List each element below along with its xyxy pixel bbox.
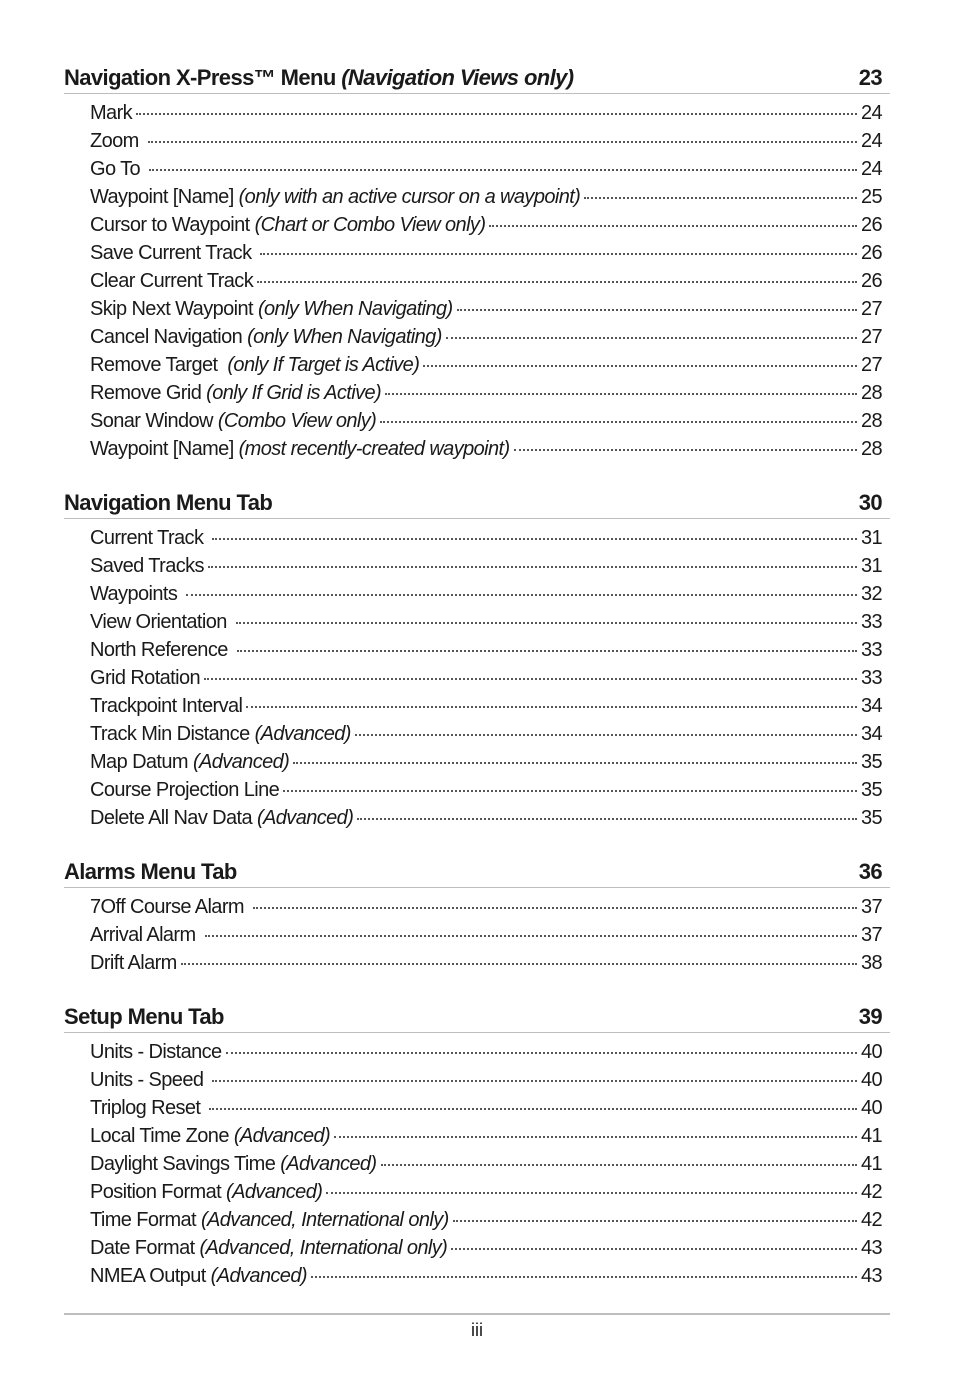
- entry-page-number: 33: [860, 639, 882, 661]
- entry-page-number: 27: [860, 354, 882, 376]
- toc-entry[interactable]: [64, 1122, 890, 1150]
- dot-leader: [236, 622, 857, 624]
- toc-entry[interactable]: [64, 949, 890, 977]
- page-number: iii: [471, 1320, 483, 1340]
- entry-page-number: 35: [860, 807, 882, 829]
- entry-title: 7Off Course Alarm: [90, 896, 249, 918]
- dot-leader: [253, 907, 857, 909]
- entry-page-number: 26: [860, 242, 882, 264]
- entry-title: North Reference: [90, 639, 233, 661]
- toc-entry[interactable]: [64, 351, 890, 379]
- entry-title: Clear Current Track: [90, 270, 254, 292]
- entry-page-number: 25: [860, 186, 882, 208]
- dot-leader: [148, 141, 857, 143]
- toc-entry[interactable]: [64, 692, 890, 720]
- entry-note: (Advanced): [210, 1265, 307, 1287]
- toc-entry[interactable]: [64, 239, 890, 267]
- entry-page-number: 28: [860, 438, 882, 460]
- toc-entry[interactable]: [64, 636, 890, 664]
- toc-section: [64, 483, 890, 832]
- entry-page-number: 38: [860, 952, 882, 974]
- dot-leader: [186, 594, 857, 596]
- toc-entry[interactable]: [64, 407, 890, 435]
- dot-leader: [293, 762, 857, 764]
- entry-page-number: 26: [860, 270, 882, 292]
- dot-leader: [584, 197, 857, 199]
- entry-note: (only When Navigating): [247, 326, 442, 348]
- entry-title: Sonar Window: [90, 410, 218, 432]
- toc-entry[interactable]: [64, 1234, 890, 1262]
- entry-title: View Orientation: [90, 611, 232, 633]
- entry-page-number: 31: [860, 555, 882, 577]
- entry-page-number: 41: [860, 1125, 882, 1147]
- dot-leader: [260, 253, 857, 255]
- section-page-number: 30: [858, 490, 882, 515]
- entry-page-number: 28: [860, 382, 882, 404]
- section-heading[interactable]: [64, 852, 890, 888]
- toc-entry[interactable]: [64, 435, 890, 463]
- dot-leader: [453, 1220, 857, 1222]
- toc-entry[interactable]: [64, 295, 890, 323]
- entry-note: (Advanced): [280, 1153, 377, 1175]
- section-title-text: Alarms Menu Tab: [64, 859, 237, 884]
- entry-title: Drift Alarm: [90, 952, 177, 974]
- entry-page-number: 35: [860, 779, 882, 801]
- entry-page-number: 26: [860, 214, 882, 236]
- dot-leader: [334, 1136, 857, 1138]
- footer-divider: [64, 1313, 890, 1315]
- entry-page-number: 40: [860, 1097, 882, 1119]
- dot-leader: [385, 393, 857, 395]
- entry-note: (Chart or Combo View only): [254, 214, 486, 236]
- entry-title: Remove Target: [90, 354, 228, 376]
- toc-entry[interactable]: [64, 776, 890, 804]
- entry-page-number: 42: [860, 1181, 882, 1203]
- toc-entry[interactable]: [64, 1206, 890, 1234]
- toc-entry[interactable]: [64, 552, 890, 580]
- entry-page-number: 43: [860, 1265, 882, 1287]
- entry-title: Cancel Navigation: [90, 326, 248, 348]
- dot-leader: [446, 337, 857, 339]
- entry-note: (only When Navigating): [257, 298, 453, 320]
- dot-leader: [357, 818, 857, 820]
- entry-title: Waypoints: [90, 583, 183, 605]
- entry-page-number: 37: [860, 924, 882, 946]
- entry-note: (Advanced): [256, 807, 354, 829]
- entry-note: (Advanced): [233, 1125, 331, 1147]
- dot-leader: [355, 734, 857, 736]
- toc-entry[interactable]: [64, 748, 890, 776]
- section-title-text: Navigation Menu Tab: [64, 490, 273, 515]
- entry-page-number: 40: [860, 1069, 882, 1091]
- toc-entry[interactable]: [64, 1262, 890, 1290]
- entry-note: (Advanced, International only): [199, 1237, 448, 1259]
- entry-title: Date Format: [90, 1237, 200, 1259]
- entry-title: Units - Speed: [90, 1069, 209, 1091]
- toc-entry[interactable]: [64, 267, 890, 295]
- toc-entry[interactable]: [64, 921, 890, 949]
- entry-title: Trackpoint Interval: [90, 695, 243, 717]
- dot-leader: [205, 935, 857, 937]
- entry-page-number: 27: [860, 298, 882, 320]
- entry-page-number: 24: [860, 130, 882, 152]
- entry-title: Arrival Alarm: [90, 924, 201, 946]
- dot-leader: [423, 365, 857, 367]
- entry-note: (most recently-created waypoint): [238, 438, 510, 460]
- entry-title: Remove Grid: [90, 382, 207, 404]
- section-heading[interactable]: [64, 483, 890, 519]
- toc-entry[interactable]: [64, 720, 890, 748]
- dot-leader: [226, 1052, 857, 1054]
- entry-title: Waypoint [Name]: [90, 186, 239, 208]
- toc-entry[interactable]: [64, 1066, 890, 1094]
- entry-title: Go To: [90, 158, 145, 180]
- toc-entry[interactable]: [64, 1150, 890, 1178]
- dot-leader: [489, 225, 857, 227]
- entry-note: (only with an active cursor on a waypoint): [238, 186, 581, 208]
- toc-entry[interactable]: [64, 664, 890, 692]
- entry-page-number: 34: [860, 695, 882, 717]
- entry-title: Course Projection Line: [90, 779, 280, 801]
- entry-page-number: 33: [860, 667, 882, 689]
- entry-title: Zoom: [90, 130, 144, 152]
- dot-leader: [212, 1080, 857, 1082]
- entry-title: Waypoint [Name]: [90, 438, 239, 460]
- toc-entry[interactable]: [64, 524, 890, 552]
- toc-entry[interactable]: [64, 608, 890, 636]
- toc-entry[interactable]: [64, 99, 890, 127]
- entry-title: Grid Rotation: [90, 667, 201, 689]
- table-of-contents: [64, 58, 890, 1310]
- dot-leader: [380, 421, 857, 423]
- toc-section: [64, 997, 890, 1290]
- entry-page-number: 42: [860, 1209, 882, 1231]
- toc-entry[interactable]: [64, 155, 890, 183]
- entry-title: Saved Tracks: [90, 555, 204, 577]
- toc-entry[interactable]: [64, 804, 890, 832]
- entry-page-number: 28: [860, 410, 882, 432]
- toc-entry[interactable]: [64, 183, 890, 211]
- toc-section: [64, 58, 890, 463]
- toc-entry[interactable]: [64, 323, 890, 351]
- dot-leader: [283, 790, 857, 792]
- section-title-text: Setup Menu Tab: [64, 1004, 224, 1029]
- section-page-number: 39: [858, 1004, 882, 1029]
- dot-leader: [149, 169, 857, 171]
- dot-leader: [208, 566, 857, 568]
- entry-title: Track Min Distance: [90, 723, 255, 745]
- entry-page-number: 41: [860, 1153, 882, 1175]
- toc-entry[interactable]: [64, 1038, 890, 1066]
- entry-page-number: 43: [860, 1237, 882, 1259]
- toc-entry[interactable]: [64, 1178, 890, 1206]
- dot-leader: [237, 650, 857, 652]
- toc-entry[interactable]: [64, 1094, 890, 1122]
- entry-note: (only If Target is Active): [227, 354, 420, 376]
- entry-title: Triplog Reset: [90, 1097, 206, 1119]
- entry-title: Units - Distance: [90, 1041, 222, 1063]
- entry-title: Skip Next Waypoint: [90, 298, 258, 320]
- toc-entry[interactable]: [64, 211, 890, 239]
- entry-note: (only If Grid is Active): [206, 382, 382, 404]
- entry-page-number: 24: [860, 158, 882, 180]
- entry-title: Mark: [90, 102, 133, 124]
- entry-note: (Combo View only): [217, 410, 377, 432]
- entry-page-number: 37: [860, 896, 882, 918]
- entry-title: Map Datum: [90, 751, 193, 773]
- entry-note: (Advanced): [254, 723, 351, 745]
- dot-leader: [136, 113, 857, 115]
- dot-leader: [209, 1108, 857, 1110]
- entry-page-number: 27: [860, 326, 882, 348]
- dot-leader: [257, 281, 857, 283]
- toc-entry[interactable]: [64, 379, 890, 407]
- entry-title: Position Format: [90, 1181, 227, 1203]
- section-page-number: 23: [858, 65, 882, 90]
- dot-leader: [311, 1276, 857, 1278]
- dot-leader: [381, 1164, 857, 1166]
- dot-leader: [514, 449, 857, 451]
- dot-leader: [204, 678, 857, 680]
- dot-leader: [181, 963, 857, 965]
- section-title-note: (Navigation Views only): [341, 65, 574, 90]
- entry-page-number: 31: [860, 527, 882, 549]
- entry-page-number: 35: [860, 751, 882, 773]
- toc-entry[interactable]: [64, 580, 890, 608]
- section-title: [64, 490, 272, 516]
- section-heading[interactable]: [64, 58, 890, 94]
- section-title-text: Navigation X-Press™ Menu: [64, 65, 342, 90]
- section-heading[interactable]: [64, 997, 890, 1033]
- dot-leader: [326, 1192, 857, 1194]
- entry-page-number: 34: [860, 723, 882, 745]
- entry-note: (Advanced): [192, 751, 290, 773]
- entry-page-number: 40: [860, 1041, 882, 1063]
- entry-title: Current Track: [90, 527, 209, 549]
- dot-leader: [212, 538, 857, 540]
- section-title: [64, 859, 237, 885]
- entry-title: Local Time Zone: [90, 1125, 234, 1147]
- entry-page-number: 33: [860, 611, 882, 633]
- entry-title: Cursor to Waypoint: [90, 214, 255, 236]
- entry-page-number: 24: [860, 102, 882, 124]
- entry-note: (Advanced, International only): [200, 1209, 449, 1231]
- entry-note: (Advanced): [226, 1181, 323, 1203]
- dot-leader: [451, 1248, 857, 1250]
- toc-section: [64, 852, 890, 977]
- dot-leader: [457, 309, 857, 311]
- entry-title: Daylight Savings Time: [90, 1153, 281, 1175]
- toc-entry[interactable]: [64, 893, 890, 921]
- entry-title: Time Format: [90, 1209, 201, 1231]
- section-title: [64, 1004, 224, 1030]
- section-page-number: 36: [858, 859, 882, 884]
- dot-leader: [246, 706, 857, 708]
- entry-title: NMEA Output: [90, 1265, 211, 1287]
- section-title: [64, 65, 574, 91]
- entry-title: Save Current Track: [90, 242, 257, 264]
- toc-entry[interactable]: [64, 127, 890, 155]
- entry-page-number: 32: [860, 583, 882, 605]
- entry-title: Delete All Nav Data: [90, 807, 257, 829]
